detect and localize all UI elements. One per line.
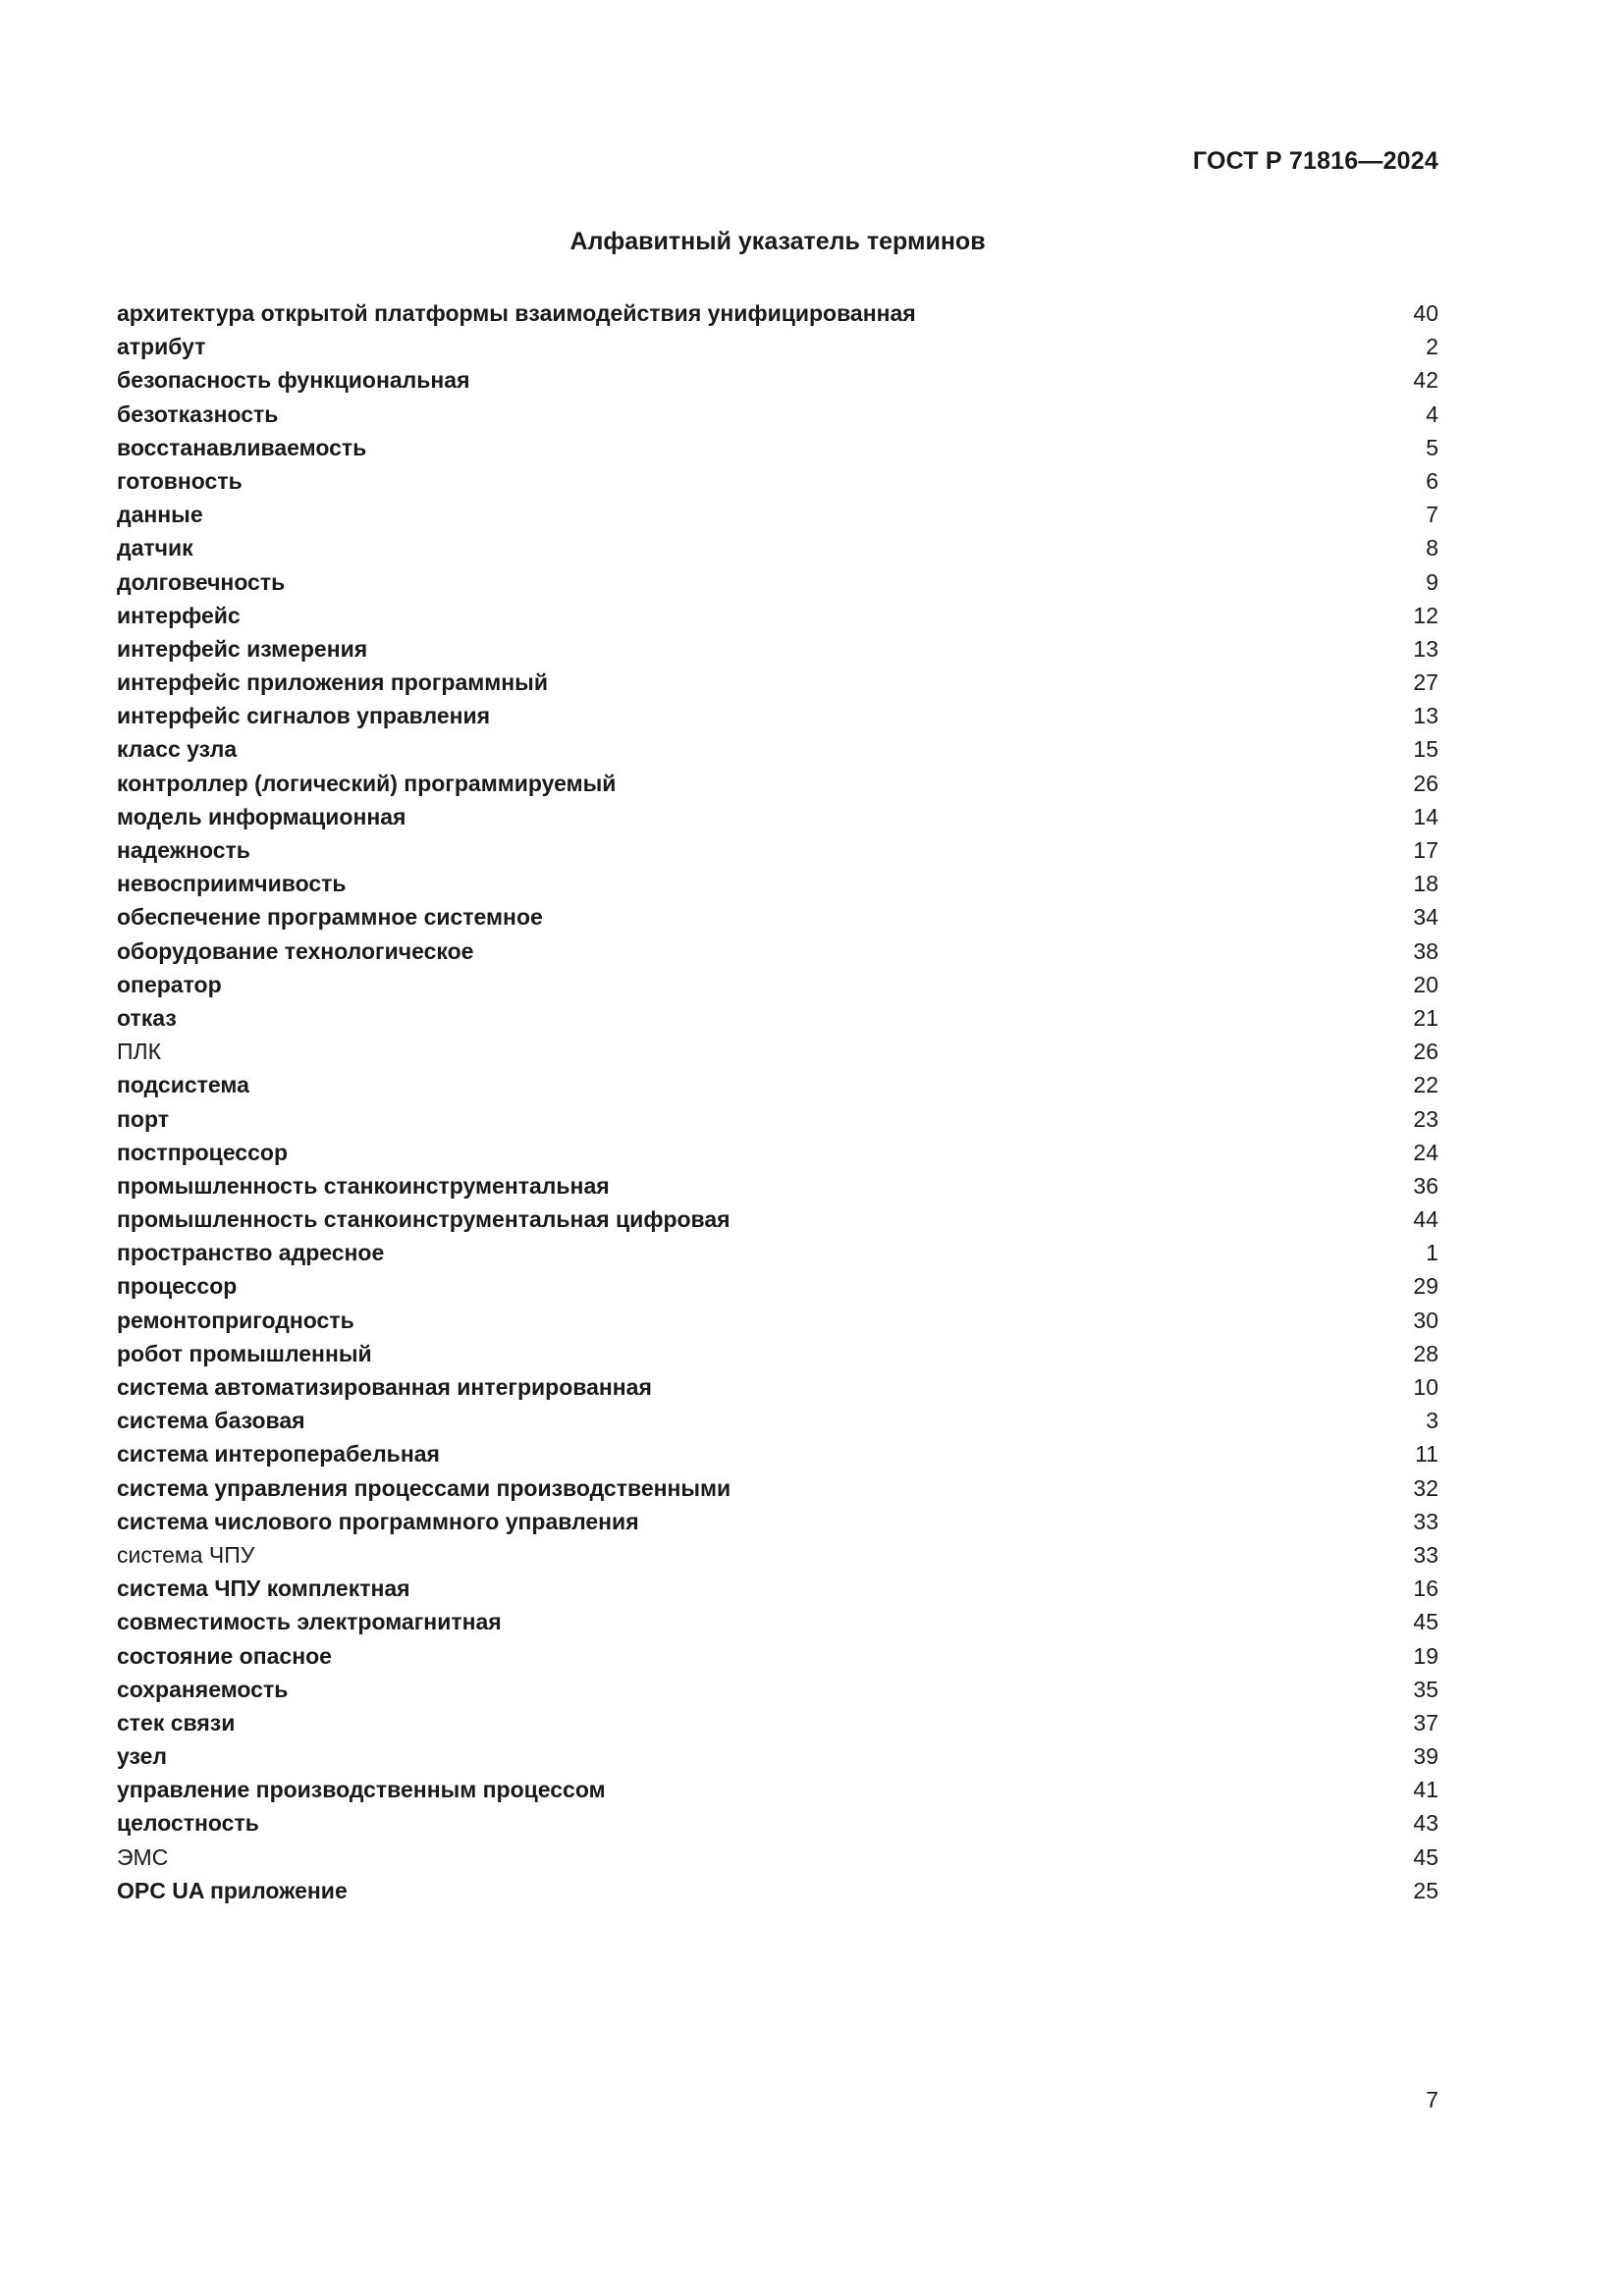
index-entry-number: 4 [1426,400,1438,427]
index-entry [117,732,1438,766]
index-entry-term: процессор [117,1273,238,1300]
index-entry-term: промышленность станкоинструментальная цифровая [117,1206,731,1233]
index-entry [117,900,1438,934]
index-entry [117,1001,1438,1035]
term-index-list [117,296,1438,1907]
index-entry-term: отказ [117,1004,177,1031]
index-entry [117,1404,1438,1437]
index-entry [117,1471,1438,1505]
index-entry-number: 32 [1413,1474,1438,1501]
index-entry-term: обеспечение программное системное [117,904,543,931]
index-entry [117,699,1438,732]
index-entry [117,1437,1438,1470]
index-entry-number: 38 [1413,937,1438,964]
index-entry-number: 11 [1415,1441,1438,1468]
index-entry-number: 43 [1413,1810,1438,1837]
index-entry-term: безотказность [117,400,279,427]
index-entry-term: интерфейс приложения программный [117,669,548,696]
index-entry-number: 45 [1413,1609,1438,1635]
index-entry [117,800,1438,833]
index-entry-term: целостность [117,1810,259,1837]
index-entry [117,666,1438,699]
index-entry [117,1169,1438,1202]
index-entry-number: 25 [1413,1877,1438,1903]
index-entry [117,398,1438,431]
index-entry [117,1337,1438,1370]
index-entry-number: 28 [1413,1340,1438,1366]
index-entry-term: сохраняемость [117,1676,289,1702]
index-entry-term: класс узла [117,736,238,763]
index-entry-number: 26 [1413,770,1438,796]
index-entry-number: 15 [1413,736,1438,763]
index-entry-number: 33 [1413,1541,1438,1568]
index-entry-term: система ЧПУ [117,1541,255,1568]
index-entry-number: 26 [1413,1039,1438,1065]
index-entry [117,632,1438,666]
index-entry [117,1370,1438,1404]
index-entry [117,363,1438,397]
index-entry-term: робот промышленный [117,1340,372,1366]
index-entry-term: постпроцессор [117,1139,288,1165]
index-entry-number: 21 [1413,1004,1438,1031]
index-entry-number: 10 [1413,1374,1438,1400]
index-entry-term: система ЧПУ комплектная [117,1575,410,1602]
index-entry-number: 27 [1413,669,1438,696]
index-entry-number: 36 [1413,1172,1438,1199]
index-entry-number: 12 [1413,602,1438,628]
index-entry [117,767,1438,800]
index-entry-term: надежность [117,837,250,863]
index-entry-number: 37 [1413,1709,1438,1735]
index-entry-number: 39 [1413,1743,1438,1770]
index-entry-term: стек связи [117,1709,236,1735]
index-entry-term: OPC UA приложение [117,1877,348,1903]
index-entry-term: совместимость электромагнитная [117,1609,502,1635]
index-entry [117,1806,1438,1840]
index-entry-term: безопасность функциональная [117,367,470,394]
index-entry-number: 33 [1413,1508,1438,1534]
index-entry [117,1639,1438,1673]
index-entry-number: 23 [1413,1105,1438,1132]
index-entry [117,1673,1438,1706]
index-entry-term: ремонтопригодность [117,1307,354,1333]
index-entry-term: управление производственным процессом [117,1777,606,1803]
index-entry-term: атрибут [117,334,206,360]
index-entry-number: 3 [1426,1408,1438,1434]
index-entry [117,968,1438,1001]
index-entry [117,1102,1438,1136]
index-entry-term: интерфейс [117,602,241,628]
index-entry-term: система числового программного управления [117,1508,639,1534]
index-entry [117,1874,1438,1907]
index-entry [117,464,1438,498]
index-entry-number: 14 [1413,803,1438,829]
index-entry-number: 29 [1413,1273,1438,1300]
index-entry-term: подсистема [117,1072,249,1098]
index-entry-number: 34 [1413,904,1438,931]
index-entry-number: 17 [1413,837,1438,863]
index-entry-number: 13 [1413,635,1438,662]
index-entry-term: ПЛК [117,1039,162,1065]
index-entry [117,1739,1438,1773]
index-entry-number: 41 [1413,1777,1438,1803]
index-entry-number: 13 [1413,703,1438,729]
index-entry-term: пространство адресное [117,1240,385,1266]
index-entry-term: узел [117,1743,168,1770]
index-entry-number: 16 [1413,1575,1438,1602]
index-entry [117,867,1438,900]
index-title: Алфавитный указатель терминов [569,228,986,255]
index-entry-number: 2 [1426,334,1438,360]
index-entry-number: 18 [1413,871,1438,897]
index-entry [117,1706,1438,1739]
index-entry-number: 40 [1413,300,1438,326]
index-entry-term: оборудование технологическое [117,937,474,964]
index-entry-number: 7 [1426,502,1438,528]
index-entry-term: интерфейс измерения [117,635,368,662]
index-entry-number: 42 [1413,367,1438,394]
index-entry [117,1202,1438,1236]
index-entry [117,1136,1438,1169]
index-entry-number: 5 [1426,434,1438,460]
page-number: 7 [1426,2087,1438,2112]
index-entry [117,498,1438,531]
index-entry-term: контроллер (логический) программируемый [117,770,617,796]
index-entry-number: 1 [1426,1240,1438,1266]
index-entry [117,1035,1438,1068]
index-entry [117,1505,1438,1538]
index-entry-term: интерфейс сигналов управления [117,703,491,729]
index-entry-number: 22 [1413,1072,1438,1098]
index-entry-term: ЭМС [117,1843,169,1870]
index-entry-number: 35 [1413,1676,1438,1702]
index-entry [117,565,1438,599]
index-entry-number: 45 [1413,1843,1438,1870]
index-entry-term: промышленность станкоинструментальная [117,1172,610,1199]
index-entry [117,934,1438,968]
index-entry-term: состояние опасное [117,1642,332,1669]
index-entry-number: 9 [1426,568,1438,595]
index-entry [117,1068,1438,1101]
index-entry-number: 6 [1426,467,1438,494]
index-entry-term: система интероперабельная [117,1441,440,1468]
index-entry-number: 24 [1413,1139,1438,1165]
index-entry-term: архитектура открытой платформы взаимодействия унифицированная [117,300,916,326]
index-entry [117,431,1438,464]
index-entry [117,531,1438,564]
index-entry-term: датчик [117,535,193,561]
document-code: ГОСТ Р 71816—2024 [1192,147,1438,175]
index-entry-term: порт [117,1105,169,1132]
index-entry-term: данные [117,502,203,528]
index-entry-number: 20 [1413,971,1438,997]
index-entry-term: готовность [117,467,243,494]
index-entry-term: система управления процессами производственными [117,1474,731,1501]
index-entry [117,1269,1438,1303]
index-entry [117,296,1438,330]
index-entry [117,1605,1438,1638]
index-entry-term: модель информационная [117,803,406,829]
index-entry-term: долговечность [117,568,286,595]
index-entry-term: невосприимчивость [117,871,347,897]
index-entry-term: оператор [117,971,222,997]
index-entry [117,1538,1438,1572]
index-entry-number: 30 [1413,1307,1438,1333]
index-entry [117,330,1438,363]
index-entry [117,833,1438,867]
index-entry [117,1773,1438,1806]
index-entry [117,599,1438,632]
index-entry-term: восстанавливаемость [117,434,367,460]
index-entry [117,1304,1438,1337]
index-entry-number: 44 [1413,1206,1438,1233]
index-entry-term: система автоматизированная интегрированная [117,1374,652,1400]
index-entry-number: 8 [1426,535,1438,561]
index-entry-number: 19 [1413,1642,1438,1669]
index-entry [117,1572,1438,1605]
index-entry-term: система базовая [117,1408,305,1434]
index-entry [117,1236,1438,1269]
index-entry [117,1841,1438,1874]
